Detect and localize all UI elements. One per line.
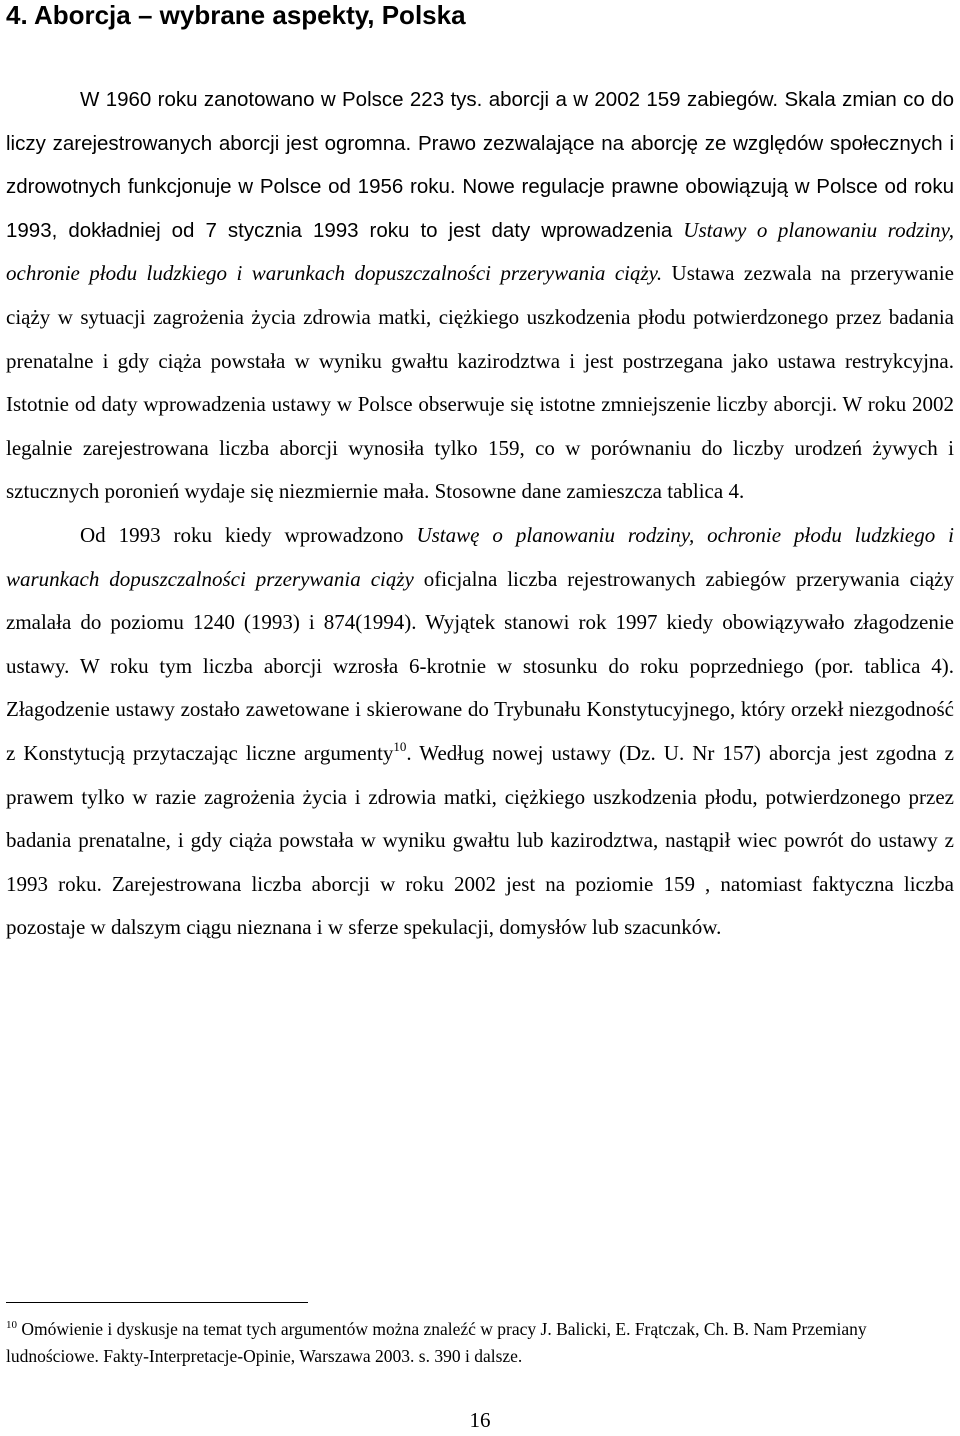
paragraph-2-part-1: Od 1993 roku kiedy wprowadzono	[80, 522, 417, 547]
law-title-italic: Ustawy o planowaniu rodziny, ochronie płodu ludzkiego i warunkach dopuszczalności przerywania ciąży.	[6, 217, 954, 286]
paragraph-1	[6, 78, 954, 514]
footnote-separator	[6, 1302, 308, 1303]
body-text	[6, 78, 954, 950]
paragraph-2	[6, 514, 954, 950]
section-heading: 4. Aborcja – wybrane aspekty, Polska	[6, 0, 466, 30]
footnote-text: Omówienie i dyskusje na temat tych argumentów można znaleźć w pracy J. Balicki, E. Frątczak, Ch. B. Nam Przemiany ludnościowe. Fakty-Interpretacje-Opinie, Warszawa 2003. s. 390 i dalsze.	[6, 1319, 867, 1366]
footnote	[6, 1316, 954, 1370]
paragraph-1-part-3: Ustawa zezwala na przerywanie ciąży w sytuacji zagrożenia życia zdrowia matki, ciężkiego uszkodzenia płodu potwierdzonego przez badania prenatalne i gdy ciąża powstała w wyniku gwałtu kazirodztwa i jest postrzegana jako ustawa restrykcyjna. Istotnie od daty wprowadzenia ustawy w Polsce obserwuje się istotne zmniejszenie liczby aborcji. W roku 2002 legalnie zarejestrowana liczba aborcji wynosiła tylko 159, co w porównaniu do liczby urodzeń żywych i sztucznych poronień wydaje się niezmiernie mała. Stosowne dane zamieszcza tablica 4.	[6, 261, 954, 504]
footnote-reference[interactable]: 10	[393, 738, 407, 754]
paragraph-2-part-3: oficjalna liczba rejestrowanych zabiegów przerywania ciąży zmalała do poziomu 1240 (1993) i 874(1994). Wyjątek stanowi rok 1997 kiedy obowiązywało złagodzenie ustawy. W roku tym liczba aborcji wzrosła 6-krotnie w stosunku do roku poprzedniego (por. tablica 4). Złagodzenie ustawy zostało zawetowane i skierowane do Trybunału Konstytucyjnego, który orzekł niezgodność z Konstytucją przytaczając liczne argumenty	[6, 566, 954, 765]
page-number: 16	[469, 1408, 491, 1432]
paragraph-2-part-4: . Według nowej ustawy (Dz. U. Nr 157) aborcja jest zgodna z prawem tylko w razie zagrożenia życia i zdrowia matki, ciężkiego uszkodzenia płodu, potwierdzonego przez badania prenatalne, i gdy ciąża powstała w wyniku gwałtu lub kazirodztwa, nastąpił wiec powrót do ustawy z 1993 roku. Zarejestrowana liczba aborcji w roku 2002 jest na poziomie 159 , natomiast faktyczna liczba pozostaje w dalszym ciągu nieznana i w sferze spekulacji, domysłów lub szacunków.	[6, 740, 954, 940]
law-title-italic-2: Ustawę o planowaniu rodziny, ochronie płodu ludzkiego i warunkach dopuszczalności przerywania ciąży	[6, 522, 954, 591]
paragraph-1-part-1: W 1960 roku zanotowano w Polsce 223 tys. aborcji a w 2002 159 zabiegów. Skala zmian co do liczy zarejestrowanych aborcji jest ogromna. Prawo zezwalające na aborcję ze względów społecznych i zdrowotnych funkcjonuje w Polsce od 1956 roku. Nowe regulacje prawne obowiązują w Polsce od roku 1993, dokładniej od 7 stycznia 1993 roku to jest daty wprowadzenia	[6, 88, 954, 242]
footnote-marker: 10	[6, 1319, 17, 1331]
